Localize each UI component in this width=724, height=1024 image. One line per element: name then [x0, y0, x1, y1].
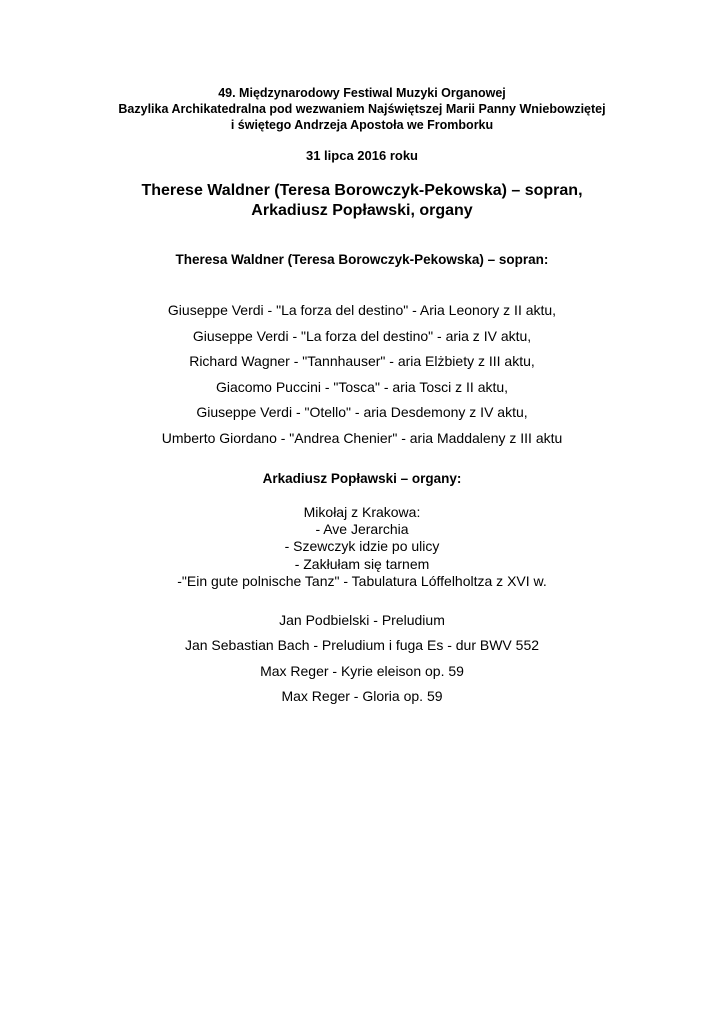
- list-item: Richard Wagner - "Tannhauser" - aria Elżbiety z III aktu,: [189, 353, 535, 370]
- organ-program-group-main: [0, 611, 724, 712]
- list-item: Giuseppe Verdi - "La forza del destino" - Aria Leonory z II aktu,: [167, 302, 557, 318]
- list-item: -"Ein gute polnische Tanz" - Tabulatura Lóffelholtza z XVI w.: [177, 572, 547, 589]
- festival-header: [0, 85, 724, 133]
- list-item: Giuseppe Verdi - "La forza del destino" - aria z IV aktu,: [192, 327, 532, 344]
- title-line-organ: Arkadiusz Popławski, organy: [251, 202, 473, 219]
- organ-program-group-krakow: [0, 503, 724, 589]
- concert-date: 31 lipca 2016 roku: [305, 148, 418, 163]
- soprano-program-list: [0, 301, 724, 455]
- list-item: Jan Sebastian Bach - Preludium i fuga Es - dur BWV 552: [184, 637, 540, 654]
- header-line-location: i świętego Andrzeja Apostoła we Fromborku: [230, 118, 494, 132]
- header-line-basilica: Bazylika Archikatedralna pod wezwaniem Najświętszej Marii Panny Wniebowziętej: [118, 102, 606, 116]
- concert-title: [0, 181, 724, 221]
- list-item: Giacomo Puccini - "Tosca" - aria Tosci z II aktu,: [215, 378, 509, 395]
- list-item: Mikołaj z Krakowa:: [303, 504, 421, 520]
- list-item: Max Reger - Kyrie eleison op. 59: [260, 662, 464, 679]
- list-item: - Ave Jerarchia: [315, 521, 409, 538]
- soprano-section-heading: Theresa Waldner (Teresa Borowczyk-Pekowska) – sopran:: [175, 252, 549, 267]
- list-item: Max Reger - Gloria op. 59: [281, 687, 443, 704]
- list-item: - Zakłułam się tarnem: [294, 555, 430, 572]
- header-line-festival: 49. Międzynarodowy Festiwal Muzyki Organowej: [218, 86, 506, 100]
- organ-section-heading: Arkadiusz Popławski – organy:: [262, 471, 462, 486]
- list-item: Umberto Giordano - "Andrea Chenier" - aria Maddaleny z III aktu: [161, 429, 563, 446]
- list-item: Giuseppe Verdi - "Otello" - aria Desdemony z IV aktu,: [196, 404, 528, 421]
- title-line-soprano: Therese Waldner (Teresa Borowczyk-Pekowska) – sopran,: [141, 182, 583, 199]
- list-item: Jan Podbielski - Preludium: [279, 612, 445, 628]
- list-item: - Szewczyk idzie po ulicy: [284, 538, 440, 555]
